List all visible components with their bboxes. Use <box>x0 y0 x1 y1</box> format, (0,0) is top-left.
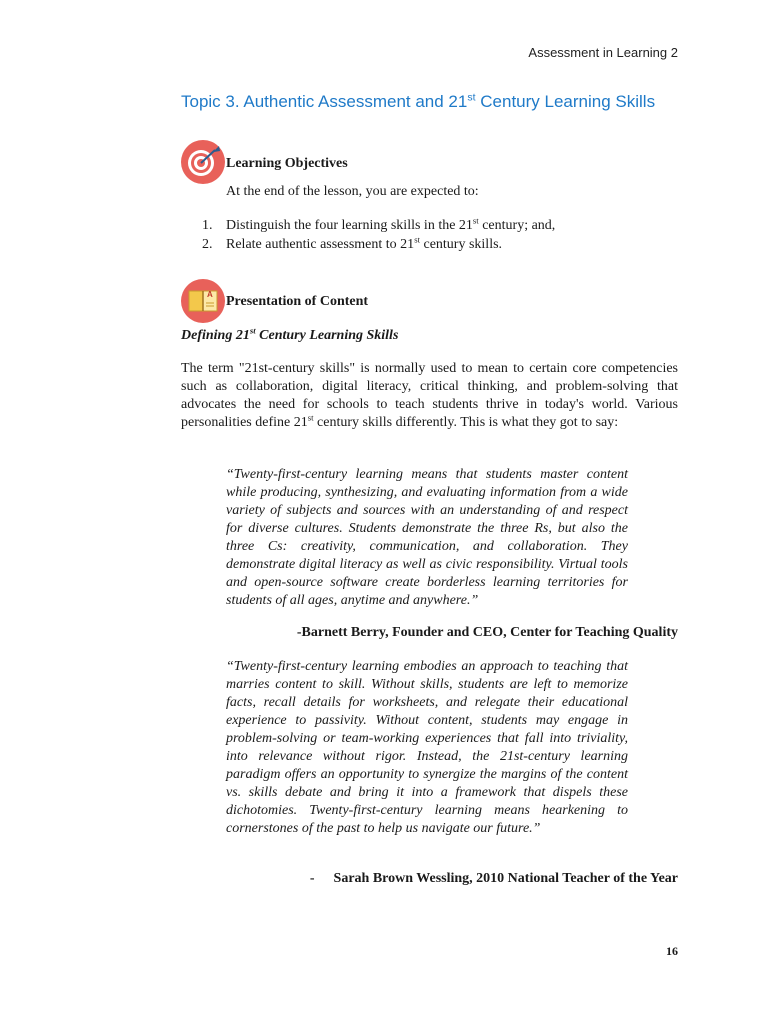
subheading-text-end: Century Learning Skills <box>255 328 399 343</box>
quote-wessling: “Twenty-first-century learning embodies an approach to teaching that marries content to skill. Without skills, students are left to memorize facts, recall details for worksheets, and relegate their educational experience to passivity. Without content, students may engage in problem-solving or team-working experiences that fall into triviality, into relevance without rigor. Instead, the 21st-century learning paradigm offers an opportunity to synergize the margins of the content vs. skills debate and bring it into a framework that dispels these dichotomies. Twenty-first-century learning means hearkening to cornerstones of the past to help us navigate our future.” <box>226 659 628 836</box>
target-icon-graphic <box>181 140 225 184</box>
list-item-sup: st <box>472 215 479 226</box>
list-item-text-end: century skills. <box>419 237 503 252</box>
list-item-number: 2. <box>202 237 213 252</box>
objectives-title: Learning Objectives <box>226 156 348 171</box>
running-header: Assessment in Learning 2 <box>528 45 678 60</box>
paragraph-text-end: century skills differently. This is what they got to say: <box>313 415 619 430</box>
list-item-sup: st <box>414 234 420 245</box>
list-item-number: 1. <box>202 218 213 233</box>
subheading <box>181 325 399 344</box>
subheading-text: Defining 21 <box>181 328 250 343</box>
attribution-text: Sarah Brown Wessling, 2010 National Teacher of the Year <box>333 871 678 886</box>
list-item-text-end: century; and, <box>478 218 556 233</box>
intro-paragraph <box>181 360 678 432</box>
book-icon-graphic <box>181 279 225 323</box>
paragraph-sup: st <box>307 412 314 423</box>
presentation-title: Presentation of Content <box>226 294 369 309</box>
list-item-text: Relate authentic assessment to 21 <box>226 237 415 252</box>
list-item <box>202 235 555 254</box>
book-icon <box>181 279 225 323</box>
page-number: 16 <box>666 944 678 958</box>
topic-title-sup: st <box>467 91 476 104</box>
list-item-text: Distinguish the four learning skills in the 21 <box>226 218 473 233</box>
attribution-dash: - <box>309 871 315 886</box>
objectives-list <box>202 216 555 254</box>
topic-title-prefix: Topic 3. Authentic Assessment and 21 <box>181 92 468 111</box>
list-item <box>202 216 555 235</box>
topic-title <box>181 92 655 112</box>
paragraph-text: The term "21st-century skills" is normally used to mean to certain core competencies such as collaboration, digital literacy, critical thinking, and problem-solving that advocates the need for schools to teach students thrive in today's world. Various personalities define 21 <box>181 361 678 430</box>
subheading-sup: st <box>249 325 256 336</box>
book-icon-letter: A <box>207 290 213 299</box>
quote-attribution-wessling <box>310 871 678 887</box>
topic-title-suffix: Century Learning Skills <box>475 92 656 111</box>
quote-attribution-berry: -Barnett Berry, Founder and CEO, Center for Teaching Quality <box>296 625 678 640</box>
target-icon <box>181 140 225 184</box>
quote-berry: “Twenty-first-century learning means that students master content while producing, synthesizing, and evaluating information from a wide variety of subjects and sources with an understanding of and respect for diverse cultures. Students demonstrate the three Rs, but also the three Cs: creativity, communication, and collaboration. They demonstrate digital literacy as well as civic responsibility. Virtual tools and open-source software create borderless learning territories for students of all ages, anytime and anywhere.” <box>226 467 628 608</box>
objectives-intro: At the end of the lesson, you are expected to: <box>226 184 479 199</box>
